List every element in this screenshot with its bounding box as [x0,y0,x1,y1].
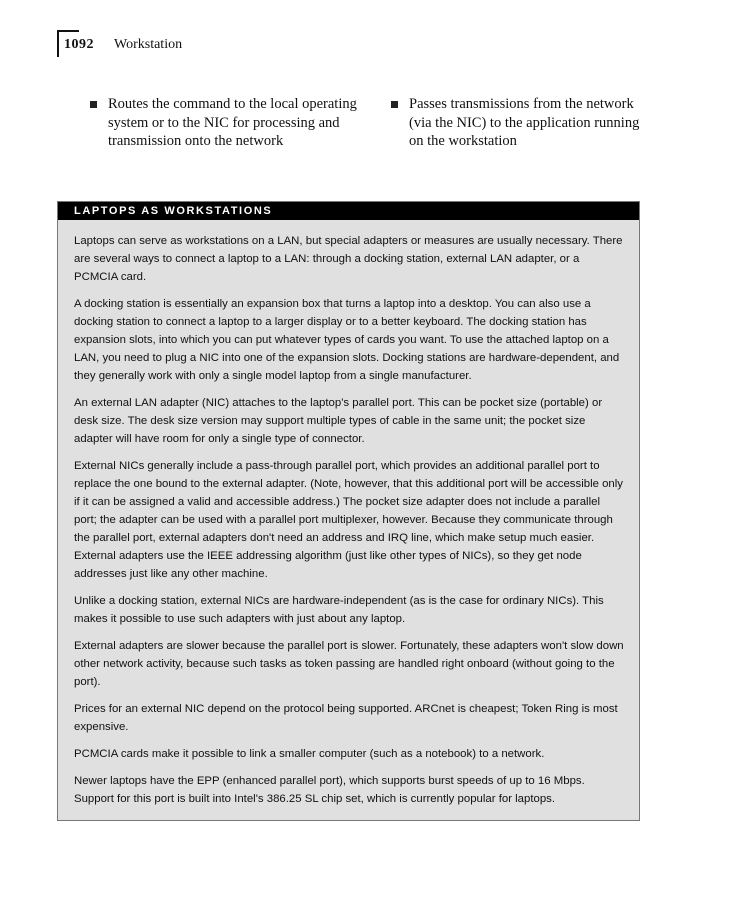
sidebar-paragraph: External adapters are slower because the parallel port is slower. Fortunately, these adapters won't slow down other network activity, because such tasks as token passing are handled right onboard (without going to the port). [74,640,624,688]
sidebar-paragraph: Newer laptops have the EPP (enhanced parallel port), which supports burst speeds of up to 16 Mbps. Support for this port is built into Intel's 386.25 SL chip set, which is currently popular for laptops. [74,775,585,805]
sidebar-box [57,201,640,821]
sidebar-content [58,220,639,808]
running-head: Workstation [114,37,183,52]
sidebar-paragraph: PCMCIA cards make it possible to link a smaller computer (such as a notebook) to a network. [74,748,545,760]
sidebar-paragraph: Unlike a docking station, external NICs are hardware-independent (as is the case for ordinary NICs). This makes it possible to use such adapters with just about any laptop. [74,595,604,625]
sidebar-title: LAPTOPS AS WORKSTATIONS [58,202,639,220]
sidebar-paragraph: Laptops can serve as workstations on a LAN, but special adapters or measures are usually necessary. There are several ways to connect a laptop to a LAN: through a docking station, external LAN adapter, or a PCMCIA card. [74,235,623,283]
bullet-item [108,95,358,151]
page-number: 1092 [64,37,94,52]
bullet-square-icon [90,101,97,108]
bullet-text: Routes the command to the local operating system or to the NIC for processing and transmission onto the network [108,96,357,149]
header-rule-vertical [57,30,59,57]
sidebar-paragraph: Prices for an external NIC depend on the protocol being supported. ARCnet is cheapest; Token Ring is most expensive. [74,703,618,733]
page-header [57,30,357,57]
bullet-text: Passes transmissions from the network (via the NIC) to the application running on the workstation [409,96,640,149]
sidebar-paragraph: An external LAN adapter (NIC) attaches to the laptop's parallel port. This can be pocket size (portable) or desk size. The desk size version may support multiple types of cable in the same unit; the pocket size adapter will have room for only a single type of connector. [74,397,603,445]
sidebar-paragraph: A docking station is essentially an expansion box that turns a laptop into a desktop. You can also use a docking station to connect a laptop to a larger display or to a better keyboard. The docking station has expansion slots, into which you can put whatever types of cards you want. To use the attached laptop on a LAN, you need to plug a NIC into one of the expansion slots. Docking stations are hardware-dependent, and they generally work with only a single model laptop from a single manufacturer. [74,298,620,382]
bullet-item [409,95,649,151]
header-rule-horizontal [57,30,79,32]
bullet-square-icon [391,101,398,108]
sidebar-paragraph: External NICs generally include a pass-through parallel port, which provides an additional parallel port to replace the one bound to the external adapter. (Note, however, that this additional port will be accessible only if it can be assigned a valid and accessible address.) The pocket size adapter does not include a parallel port; the adapter can be used with a parallel port multiplexer, however. Because they communicate through the parallel port, external adapters don't need an address and IRQ line, which make setup much easier. External adapters use the IEEE addressing algorithm (just like other types of NICs), so they get node addresses just like any other machine. [74,460,623,580]
